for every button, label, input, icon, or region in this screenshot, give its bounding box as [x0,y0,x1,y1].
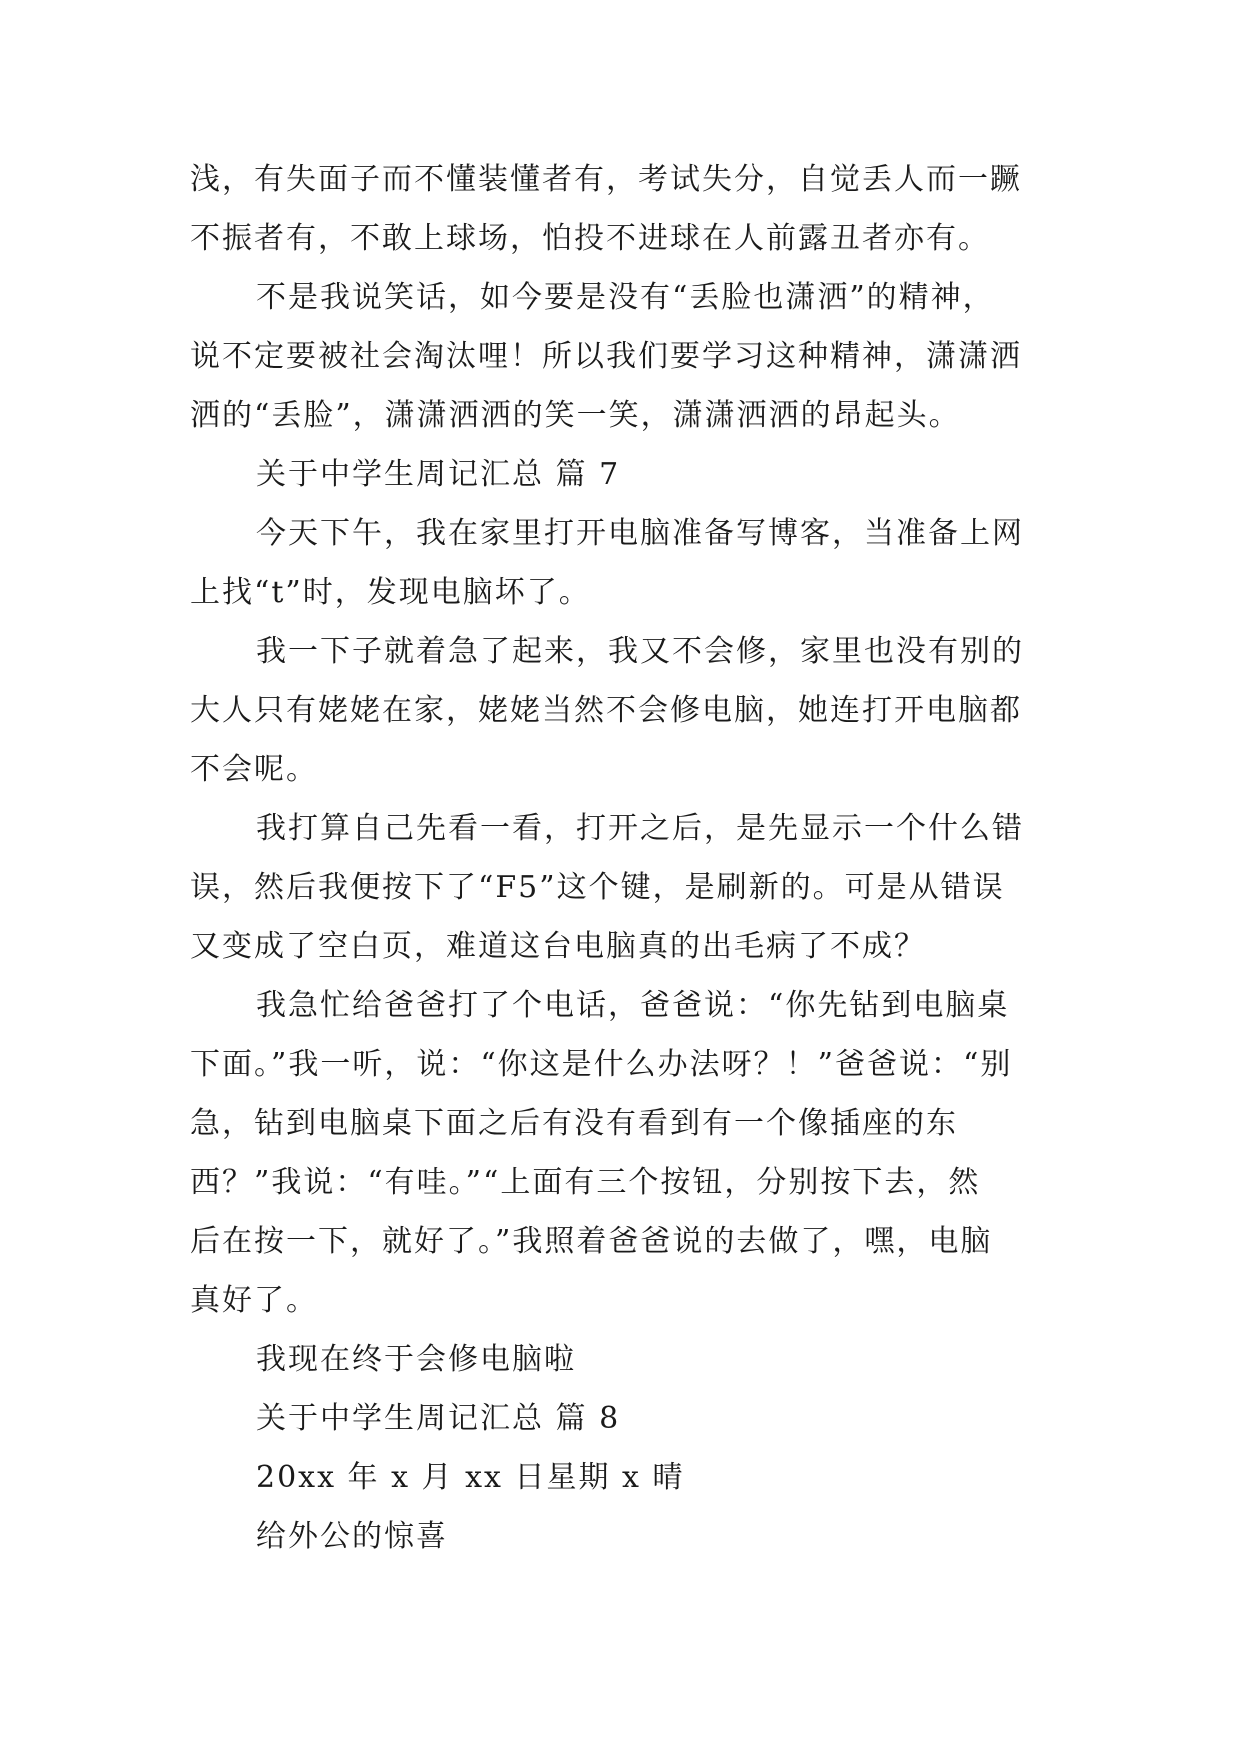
text-line: 我打算自己先看一看，打开之后，是先显示一个什么错 [256,811,1024,846]
text-line: 我现在终于会修电脑啦 [256,1342,576,1377]
document-body [190,150,1050,1566]
text-line: 急，钻到电脑桌下面之后有没有看到有一个像插座的东 [190,1106,958,1141]
entry-title: 给外公的惊喜 [256,1519,448,1554]
text-line: 下面。”我一听，说：“你这是什么办法呀？！”爸爸说：“别 [190,1047,1013,1082]
text-line: 浅，有失面子而不懂装懂者有，考试失分，自觉丢人而一蹶 [190,162,1022,197]
text-line: 我一下子就着急了起来，我又不会修，家里也没有别的 [256,634,1024,669]
section-heading: 关于中学生周记汇总 篇 8 [256,1401,621,1436]
text-line: 今天下午，我在家里打开电脑准备写博客，当准备上网 [256,516,1024,551]
text-line: 后在按一下，就好了。”我照着爸爸说的去做了，嘿，电脑 [190,1224,993,1259]
text-line: 说不定要被社会淘汰哩！所以我们要学习这种精神，潇潇洒 [190,339,1022,374]
text-line: 洒的“丢脸”，潇潇洒洒的笑一笑，潇潇洒洒的昂起头。 [190,398,961,433]
text-line: 真好了。 [190,1283,318,1318]
date-line: 20xx 年 x 月 xx 日星期 x 晴 [256,1460,685,1495]
text-line: 大人只有姥姥在家，姥姥当然不会修电脑，她连打开电脑都 [190,693,1022,728]
text-line: 不是我说笑话，如今要是没有“丢脸也潇洒”的精神， [256,280,995,315]
text-line: 我急忙给爸爸打了个电话，爸爸说：“你先钻到电脑桌 [256,988,1010,1023]
text-line: 又变成了空白页，难道这台电脑真的出毛病了不成？ [190,929,926,964]
text-line: 上找“t”时，发现电脑坏了。 [190,575,591,610]
text-line: 误，然后我便按下了“F5”这个键，是刷新的。可是从错误 [190,870,1005,905]
section-heading: 关于中学生周记汇总 篇 7 [256,457,621,492]
text-line: 西？”我说：“有哇。”“上面有三个按钮，分别按下去，然 [190,1165,981,1200]
text-line: 不振者有，不敢上球场，怕投不进球在人前露丑者亦有。 [190,221,990,256]
text-line: 不会呢。 [190,752,318,787]
